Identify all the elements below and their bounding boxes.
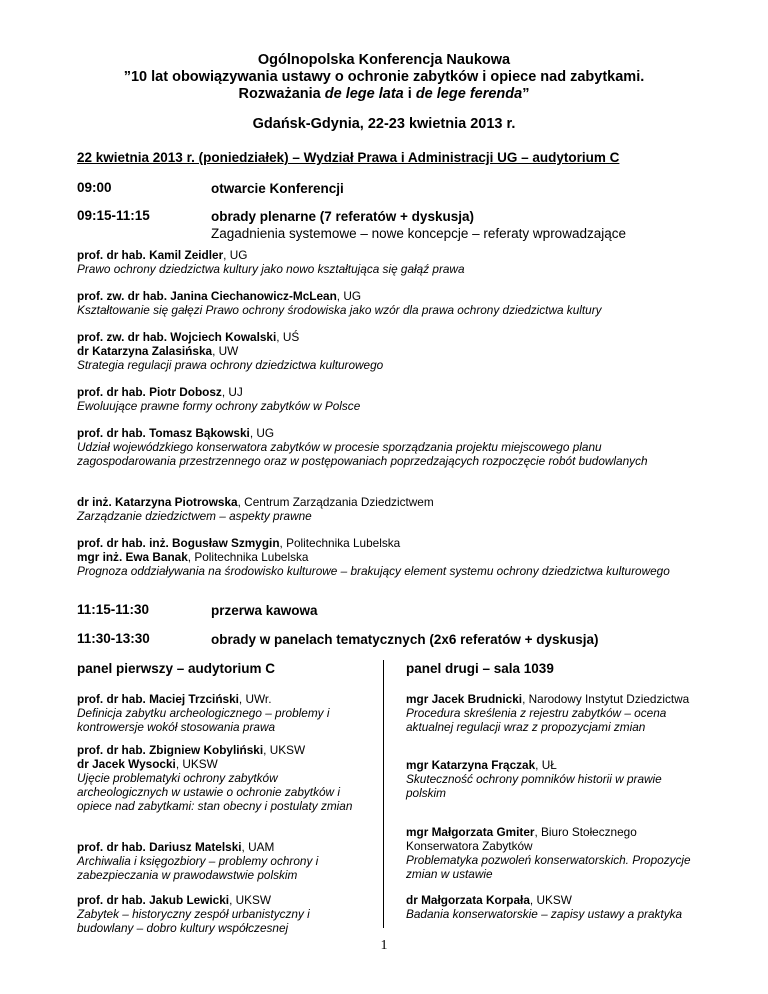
plenary-talk: prof. zw. dr hab. Wojciech Kowalski, UŚ dr Katarzyna Zalasińska, UW Strategia regulacji prawa ochrony dziedzictwa kulturowego (77, 330, 384, 372)
panel2-talk: mgr Jacek Brudnicki, Narodowy Instytut Dziedzictwa Procedura skreślenia z rejestru zabytków – ocena aktualnej regulacji wraz z propozycjami zmian (406, 692, 690, 734)
session-time: 09:15-11:15 (77, 208, 150, 223)
panel2-talk: mgr Małgorzata Gmiter, Biuro Stołecznego Konserwatora Zabytków Problematyka pozwoleń konserwatorskich. Propozycje zmian w ustawie (406, 825, 691, 881)
plenary-talk: prof. dr hab. Kamil Zeidler, UG Prawo ochrony dziedzictwa kultury jako nowo kształtująca się gałąź prawa (77, 248, 465, 276)
session-label: przerwa kawowa (211, 603, 318, 618)
session-label: otwarcie Konferencji (211, 181, 344, 196)
panel2-heading: panel drugi – sala 1039 (406, 661, 554, 676)
plenary-talk: dr inż. Katarzyna Piotrowska, Centrum Zarządzania Dziedzictwem Zarządzanie dziedzictwem – aspekty prawne (77, 495, 434, 523)
panel2-talk: dr Małgorzata Korpała, UKSW Badania konserwatorskie – zapisy ustawy a praktyka (406, 893, 683, 921)
session-time: 11:15-11:30 (77, 602, 150, 617)
plenary-talk: prof. dr hab. inż. Bogusław Szmygin, Politechnika Lubelska mgr inż. Ewa Banak, Politechnika Lubelska Prognoza oddziaływania na środowisko kulturowe – brakujący element systemu ochrony dziedzictwa kulturowego (77, 536, 670, 578)
panel2-talk: mgr Katarzyna Frączak, UŁ Skuteczność ochrony pomników historii w prawie polskim (406, 758, 662, 800)
plenary-talk: prof. dr hab. Piotr Dobosz, UJ Ewoluujące prawne formy ochrony zabytków w Polsce (77, 385, 361, 413)
plenary-talk: prof. dr hab. Tomasz Bąkowski, UG Udział wojewódzkiego konserwatora zabytków w procesie sporządzania projektu miejscowego planu zagospodarowania przestrzennego oraz w postępowaniach poprzedzających rozpoczęcie robót budowlanych (77, 426, 648, 468)
session-time: 11:30-13:30 (77, 631, 150, 646)
panel1-talk: prof. dr hab. Jakub Lewicki, UKSW Zabytek – historyczny zespół urbanistyczny i budowlany – dobro kultury współczesnej (77, 893, 310, 935)
conference-subtitle-line: Rozważania de lege lata i de lege ferenda” (238, 86, 530, 102)
session-label: obrady w panelach tematycznych (2x6 referatów + dyskusja) (211, 632, 599, 647)
day-heading: 22 kwietnia 2013 r. (poniedziałek) – Wydział Prawa i Administracji UG – audytorium C (77, 150, 620, 165)
session-subtitle: Zagadnienia systemowe – nowe koncepcje – referaty wprowadzające (211, 226, 626, 241)
conference-name: Ogólnopolska Konferencja Naukowa (257, 52, 511, 68)
page-number: 1 (380, 938, 388, 953)
panel1-talk: prof. dr hab. Maciej Trzciński, UWr. Definicja zabytku archeologicznego – problemy i kontrowersje wokół stosowania prawa (77, 692, 330, 734)
panel1-heading: panel pierwszy – audytorium C (77, 661, 276, 676)
place-date: Gdańsk-Gdynia, 22-23 kwietnia 2013 r. (252, 116, 516, 132)
plenary-talk: prof. zw. dr hab. Janina Ciechanowicz-McLean, UG Kształtowanie się gałęzi Prawo ochrony środowiska jako wzór dla prawa ochrony dziedzictwa kultury (77, 289, 602, 317)
session-time: 09:00 (77, 180, 112, 195)
panel1-talk: prof. dr hab. Dariusz Matelski, UAM Archiwalia i księgozbiory – problemy ochrony i zabezpieczania w prawodawstwie polskim (77, 840, 319, 882)
column-divider (383, 660, 384, 928)
session-label: obrady plenarne (7 referatów + dyskusja) Zagadnienia systemowe – nowe koncepcje – referaty wprowadzające (211, 209, 626, 241)
conference-title-line: ”10 lat obowiązywania ustawy o ochronie zabytków i opiece nad zabytkami. (123, 69, 645, 85)
panel1-talk: prof. dr hab. Zbigniew Kobyliński, UKSW dr Jacek Wysocki, UKSW Ujęcie problematyki ochrony zabytków archeologicznych w ustawie o ochronie zabytków i opiece nad zabytkami: stan obecny i postulaty zmian (77, 743, 353, 813)
